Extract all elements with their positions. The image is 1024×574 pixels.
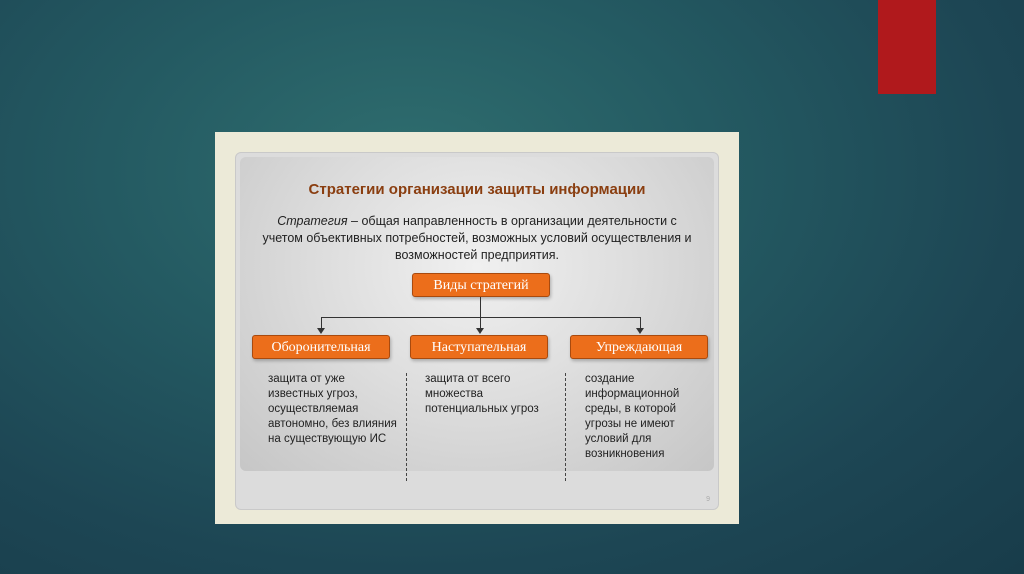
branch-description-offensive: защита от всего множества потенциальных угроз [425, 373, 539, 415]
branch-box-defensive: Оборонительная [252, 335, 390, 359]
slide [235, 152, 719, 510]
branch-box-offensive: Наступательная [410, 335, 548, 359]
definition-term: Стратегия [277, 214, 348, 228]
branch-description-proactive: создание информационной среды, в которой угрозы не имеют условий для возникновения [585, 373, 680, 460]
definition [260, 213, 694, 264]
slide-frame [215, 132, 739, 524]
arrow-middle [476, 328, 484, 334]
arrow-left [317, 328, 325, 334]
diagram-panel [240, 157, 714, 471]
branch-box-proactive: Упреждающая [570, 335, 708, 359]
arrow-right [636, 328, 644, 334]
dashed-divider [565, 373, 566, 481]
connector-vertical [480, 297, 481, 318]
accent-bar [878, 0, 936, 94]
branch-description-defensive: защита от уже известных угроз, осуществляемая автономно, без влияния на существующую ИС [268, 373, 397, 445]
page-number: 9 [706, 496, 710, 503]
dashed-divider [406, 373, 407, 481]
root-box: Виды стратегий [412, 273, 550, 297]
slide-title: Стратегии организации защиты информации [308, 181, 646, 198]
definition-text: – общая направленность в организации деятельности с учетом объективных потребностей, возможных условий осуществления и возможностей предприятия. [262, 214, 692, 262]
